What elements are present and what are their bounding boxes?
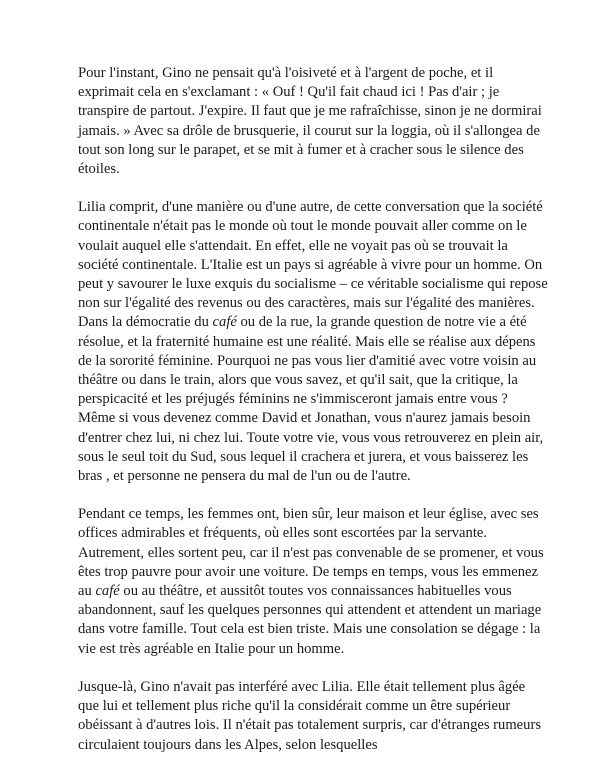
italic-word-cafe: café	[212, 314, 237, 331]
paragraph-text: ou au théâtre, et aussitôt toutes vos connaissances habituelles vous abandonnent, sauf les quelques personnes qui attendent et attendent un mariage dans votre famille. Tout cela est bien triste. Mais une consolation se dégage : la vie est très agréable en Italie pour un homme.	[78, 583, 542, 657]
paragraph-text: Lilia comprit, d'une manière ou d'une autre, de cette conversation que la société continentale n'était pas le monde où tout le monde pouvait aller comme on le voulait auquel elle s'attendait. En effet, elle ne voyait pas où se trouvait la société continentale. L'Italie est un pays si agréable à vivre pour un homme. On peut y savourer le luxe exquis du socialisme – ce véritable socialisme qui repose non sur l'égalité des revenus ou des caractères, mais sur l'égalité des manières. Dans la démocratie du	[78, 199, 548, 331]
paragraph-women-life	[78, 505, 548, 659]
paragraph-text: Pendant ce temps, les femmes ont, bien sûr, leur maison et leur église, avec ses offices admirables et fréquents, où elles sont escortées par la servante. Autrement, elles sortent peu, car il n'est pas convenable de se promener, et vous êtes trop pauvre pour avoir une voiture. De temps en temps, vous les emmenez au	[78, 506, 544, 600]
paragraph-text: Pour l'instant, Gino ne pensait qu'à l'oisiveté et à l'argent de poche, et il exprimait cela en s'exclamant : « Ouf ! Qu'il fait chaud ici ! Pas d'air ; je transpire de partout. J'expire. Il faut que je me rafraîchisse, sinon je ne dormirai jamais. » Avec sa drôle de brusquerie, il courut sur la loggia, où il s'allongea de tout son long sur le parapet, et se mit à fumer et à cracher sous le silence des étoiles.	[78, 65, 542, 178]
paragraph-gino-idleness	[78, 64, 548, 179]
paragraph-text: ou de la rue, la grande question de notre vie a été résolue, et la fraternité humaine est une réalité. Mais elle se réalise aux dépens de la sororité féminine. Pourquoi ne pas vous lier d'amitié avec votre voisin au théâtre ou dans le train, alors que vous savez, et qu'il sait, que la critique, la perspicacité et les préjugés féminins ne s'immisceront jamais entre vous ? Même si vous devenez comme David et Jonathan, vous n'aurez jamais besoin d'entrer chez lui, ni chez lui. Toute votre vie, vous vous retrouverez en plein air, sous le seul toit du Sud, sous lequel il crachera et jurera, et vous baisserez les bras , et personne ne pensera du mal de l'un ou de l'autre.	[78, 314, 544, 485]
italic-word-cafe: café	[95, 583, 120, 600]
paragraph-continental-society	[78, 198, 548, 486]
document-page	[78, 64, 548, 774]
paragraph-text: Jusque-là, Gino n'avait pas interféré avec Lilia. Elle était tellement plus âgée que lui et tellement plus riche qu'il la considérait comme un être supérieur obéissant à d'autres lois. Il n'était pas totalement surpris, car d'étranges rumeurs circulaient toujours dans les Alpes, selon lesquelles	[78, 678, 541, 753]
paragraph-gino-lilia	[78, 678, 548, 755]
